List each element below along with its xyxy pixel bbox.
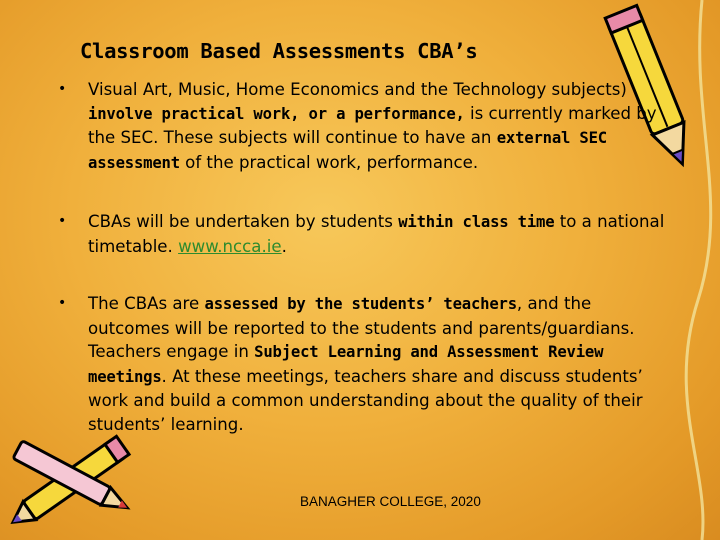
bullet-item bbox=[56, 210, 666, 258]
bullet-highlight: assessed by the students’ teachers bbox=[204, 295, 517, 313]
bullet-marker: • bbox=[58, 81, 67, 97]
bullet-highlight: Subject Learning and Assessment Review meetings bbox=[88, 343, 604, 386]
bullet-highlight: external SEC assessment bbox=[88, 129, 607, 172]
bullet-text: is currently marked by the SEC. These subjects will continue to have an bbox=[88, 103, 657, 147]
bullet-item bbox=[56, 292, 666, 436]
bullet-text: to a national timetable. bbox=[88, 212, 665, 256]
bullet-highlight: involve practical work, or a performance, bbox=[88, 104, 465, 123]
ncca-link[interactable]: www.ncca.ie bbox=[178, 236, 282, 256]
crossed-pencils-icon bbox=[0, 420, 150, 540]
bullet-marker: • bbox=[58, 295, 67, 311]
bullet-text: Visual Art, Music, Home Economics and the Technology subjects) bbox=[88, 80, 627, 99]
bullet-text: . At these meetings, teachers share and discuss students’ work and build a common understanding about the quality of their students’ learning. bbox=[88, 366, 643, 434]
bullet-text: , and the outcomes will be reported to the students and parents/guardians. Teachers engage in bbox=[88, 294, 635, 361]
bullet-text: The CBAs are bbox=[88, 294, 205, 313]
bullet-marker: • bbox=[58, 213, 67, 229]
bullet-item bbox=[56, 78, 666, 175]
bullet-text: . bbox=[281, 236, 287, 256]
footer-text: BANAGHER COLLEGE, 2020 bbox=[300, 494, 481, 509]
bullet-list bbox=[56, 78, 666, 436]
bullet-text: of the practical work, performance. bbox=[179, 152, 479, 172]
bullet-highlight: within class time bbox=[398, 213, 555, 231]
slide-title: Classroom Based Assessments CBA’s bbox=[80, 38, 478, 63]
bullet-text: CBAs will be undertaken by students bbox=[88, 212, 399, 231]
